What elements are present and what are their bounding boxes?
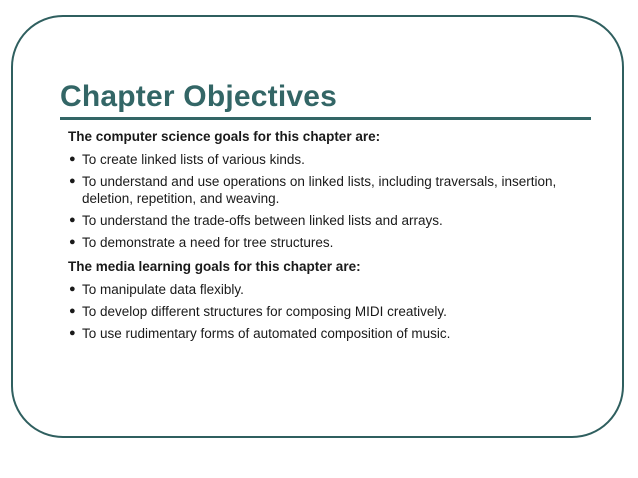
list-item <box>68 325 598 342</box>
bullet-icon: ● <box>69 153 76 165</box>
list-item <box>68 212 598 229</box>
goal-text: To create linked lists of various kinds. <box>82 152 305 167</box>
bullet-icon: ● <box>69 305 76 317</box>
goal-text: To manipulate data flexibly. <box>82 282 244 297</box>
list-item <box>68 303 598 320</box>
goal-text: To develop different structures for composing MIDI creatively. <box>82 304 447 319</box>
list-item <box>68 281 598 298</box>
bullet-icon: ● <box>69 327 76 339</box>
bullet-icon: ● <box>69 283 76 295</box>
cs-goals-list <box>68 151 598 251</box>
cs-goals-heading: The computer science goals for this chapter are: <box>68 129 381 144</box>
bullet-icon: ● <box>69 175 76 187</box>
goal-text: To understand the trade-offs between linked lists and arrays. <box>82 213 443 228</box>
goal-text: To use rudimentary forms of automated composition of music. <box>82 326 451 341</box>
goal-text: To understand and use operations on linked lists, including traversals, insertion, deletion, repetition, and weaving. <box>82 174 557 206</box>
media-goals-list <box>68 281 598 342</box>
media-goals-heading: The media learning goals for this chapter are: <box>68 259 361 274</box>
slide-title: Chapter Objectives <box>60 80 338 113</box>
list-item <box>68 151 598 168</box>
bullet-icon: ● <box>69 214 76 226</box>
title-underline <box>60 117 591 120</box>
list-item <box>68 173 598 207</box>
list-item <box>68 234 598 251</box>
goal-text: To demonstrate a need for tree structures. <box>82 235 334 250</box>
bullet-icon: ● <box>69 236 76 248</box>
slide-content <box>68 128 598 347</box>
